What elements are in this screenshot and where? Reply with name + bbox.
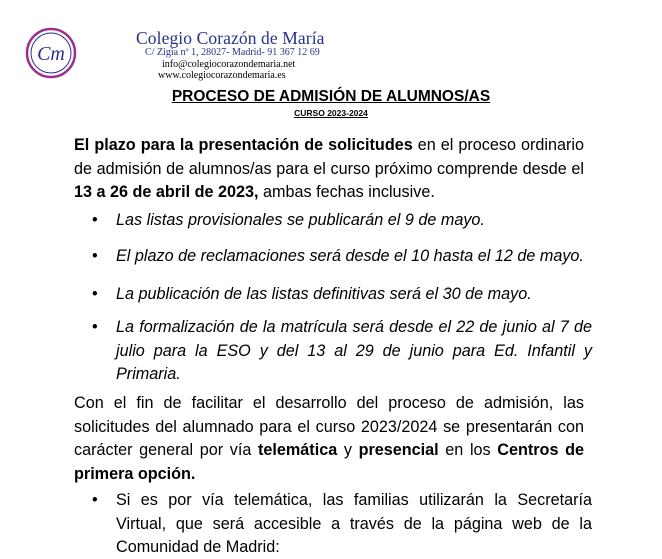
list-item: • La publicación de las listas definitivas será el 30 de mayo. bbox=[92, 283, 592, 307]
intro-bold-deadline: El plazo para la presentación de solicitudes bbox=[74, 136, 413, 154]
intro-text-2: ambas fechas inclusive. bbox=[258, 183, 435, 201]
logo-monogram: Cm bbox=[37, 43, 65, 65]
bullet-icon: • bbox=[92, 318, 98, 336]
in-person-bold: presencial bbox=[358, 441, 439, 459]
bullet-icon: • bbox=[92, 491, 98, 509]
school-address: C/ Zigia nº 1, 28027- Madrid- 91 367 12 69 bbox=[145, 47, 320, 58]
first-choice-bold: Centros de primera opción. bbox=[74, 441, 584, 483]
school-name: Colegio Corazón de María bbox=[136, 28, 325, 48]
school-website[interactable]: www.colegiocorazondemaria.es bbox=[158, 70, 286, 81]
list-item: • La formalización de la matrícula será desde el 22 de junio al 7 de julio para la ESO y del 13 al 29 de junio para Ed. Infantil y Primaria. bbox=[92, 318, 592, 383]
telematic-list-item: • Si es por vía telemática, las familias utilizarán la Secretaría Virtual, que será accesible a través de la página web de la Comunidad de Madrid: bbox=[92, 491, 592, 556]
bullet-icon: • bbox=[92, 285, 98, 303]
submission-paragraph: Con el fin de facilitar el desarrollo del proceso de admisión, las solicitudes del alumnado para el curso 2023/2024 se presentarán con carácter general por vía telemática y presencial en los Centros de primera opción. bbox=[74, 394, 584, 483]
intro-text-1: en el proceso ordinario de admisión de alumnos/as para el curso próximo comprende desde el bbox=[74, 136, 585, 178]
bullet-icon: • bbox=[92, 247, 98, 265]
list-item: • Las listas provisionales se publicarán el 9 de mayo. bbox=[92, 209, 592, 233]
intro-bold-dates: 13 a 26 de abril de 2023, bbox=[74, 183, 259, 201]
intro-paragraph bbox=[74, 134, 584, 205]
telematic-bold: telemática bbox=[258, 441, 338, 459]
document-subtitle: CURSO 2023-2024 bbox=[294, 108, 368, 118]
list-item: • El plazo de reclamaciones será desde el 10 hasta el 12 de mayo. bbox=[92, 245, 592, 269]
document-title: PROCESO DE ADMISIÓN DE ALUMNOS/AS bbox=[171, 88, 491, 105]
school-logo bbox=[25, 27, 77, 79]
bullet-icon: • bbox=[92, 211, 98, 229]
school-email[interactable]: info@colegiocorazondemaria.net bbox=[162, 59, 296, 70]
